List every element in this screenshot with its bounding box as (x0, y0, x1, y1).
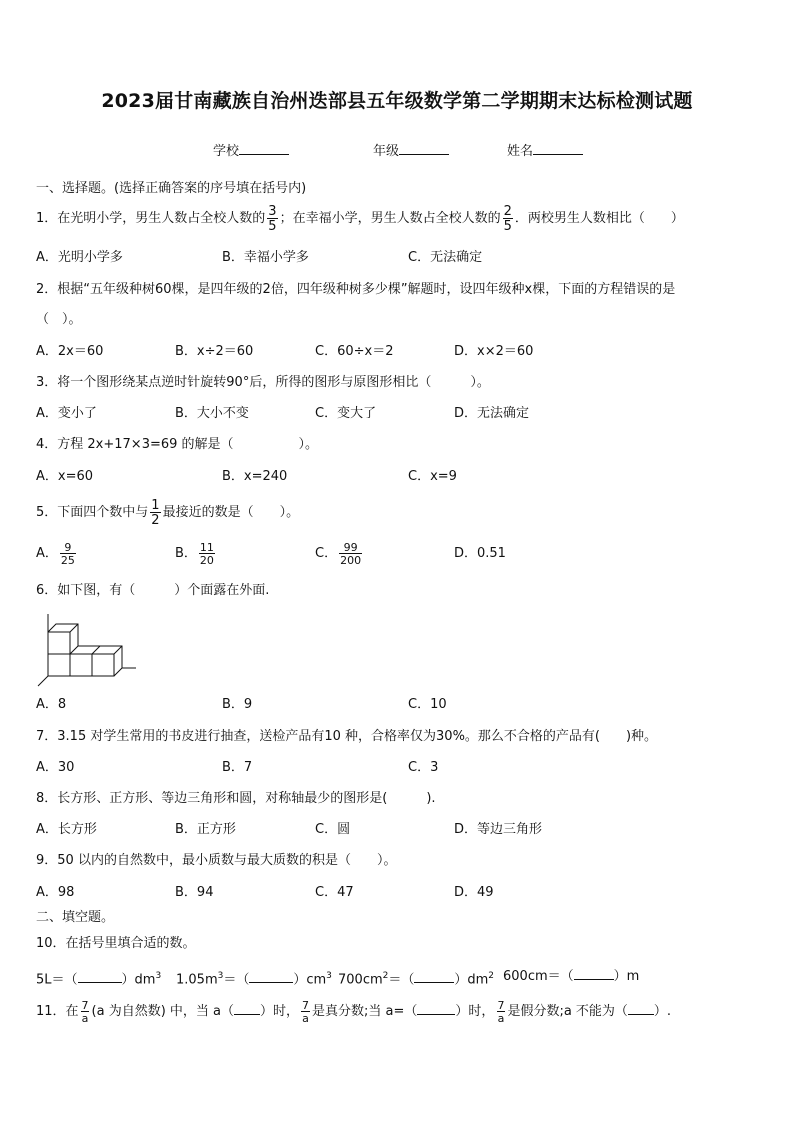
q3-option-c: C．变大了 (315, 406, 377, 421)
q5-c-label: C． (315, 546, 338, 561)
q1-fraction-2 (503, 205, 513, 233)
q10-3-sup: 2 (488, 971, 495, 981)
cube-bottom-top-edge (78, 646, 122, 676)
question-1 (36, 204, 684, 234)
question-6: 6．如下图，有（ ）个面露在外面. (36, 583, 270, 598)
question-10: 10．在括号里填合适的数。 (36, 936, 196, 951)
q5-b-fraction (199, 542, 215, 566)
q10-1-blank (78, 970, 122, 983)
q1-option-c: C．无法确定 (408, 250, 483, 265)
q10-item-4 (503, 967, 639, 986)
q2-option-d: D．x×2＝60 (454, 344, 534, 359)
q9-option-a: A．98 (36, 885, 75, 900)
q6-option-a: A．8 (36, 697, 67, 712)
q1-f1-numerator: 3 (268, 203, 277, 219)
q11-fraction-3 (496, 1000, 505, 1024)
q1-text-a: 1．在光明小学，男生人数占全校人数的 (36, 211, 266, 226)
q1-f2-numerator: 2 (503, 203, 512, 219)
q10-3-mid: ＝（ (388, 972, 415, 988)
q5-b-num: 11 (199, 540, 214, 554)
q5-denominator: 2 (151, 512, 160, 528)
question-9: 9．50 以内的自然数中，最小质数与最大质数的积是（ ）。 (36, 853, 397, 868)
q11-text-a: 11．在 (36, 1004, 79, 1019)
q11-blank-2 (417, 1002, 455, 1015)
q10-2-mid: ＝（ (223, 972, 250, 988)
q5-c-den: 200 (340, 553, 362, 567)
q10-3-pre: 700cm (338, 972, 383, 988)
q11-f1-den: a (81, 1011, 89, 1025)
q11-text-e: ）时， (455, 1004, 495, 1019)
q10-2-sup0: 3 (217, 971, 224, 981)
q5-a-den: 25 (60, 553, 75, 567)
q10-3-blank (414, 970, 454, 983)
q7-option-a: A．30 (36, 760, 75, 775)
q1-f1-denominator: 5 (268, 218, 277, 234)
question-7: 7．3.15 对学生常用的书皮进行抽查，送检产品有10 种，合格率仅为30%。那么不合格的产品有( )种。 (36, 729, 658, 744)
q11-f3-den: a (497, 1011, 505, 1025)
section-2-heading: 二、填空题。 (36, 910, 115, 925)
q11-text-b: (a 为自然数) 中，当 a（ (91, 1004, 235, 1019)
q10-1-post: ）dm (121, 972, 156, 988)
name-field (507, 140, 583, 159)
q6-option-c: C．10 (408, 697, 447, 712)
floor-corner (38, 676, 48, 686)
q10-3-post: ）dm (454, 972, 489, 988)
q10-item-3 (338, 967, 494, 989)
q1-f2-denominator: 5 (503, 218, 512, 234)
q5-a-fraction (60, 542, 76, 566)
q4-option-c: C．x=9 (408, 469, 457, 484)
q9-option-b: B．94 (175, 885, 214, 900)
q4-option-a: A．x=60 (36, 469, 94, 484)
q11-text-f: 是假分数;a 不能为（ (507, 1004, 628, 1019)
q1-text-b: ；在幸福小学，男生人数占全校人数的 (279, 211, 501, 226)
cube-figure (32, 612, 142, 688)
q5-c-fraction (339, 542, 362, 566)
q2-option-c: C．60÷x＝2 (315, 344, 394, 359)
question-2-line-2: （ ）。 (36, 312, 82, 327)
question-11 (36, 997, 671, 1027)
q5-numerator: 1 (151, 497, 160, 513)
q10-2-blank (249, 970, 293, 983)
grade-field (373, 140, 449, 159)
q3-option-d: D．无法确定 (454, 406, 530, 421)
q3-option-a: A．变小了 (36, 406, 97, 421)
q11-text-g: ）. (653, 1004, 672, 1019)
q10-item-1 (36, 967, 161, 989)
q8-option-c: C．圆 (315, 822, 351, 837)
q7-option-b: B．7 (222, 760, 253, 775)
cube-bottom-3 (92, 654, 114, 676)
q5-fraction (150, 499, 160, 527)
q1-fraction-1 (267, 205, 277, 233)
cube-bottom-1 (48, 654, 70, 676)
question-2-line-1: 2．根据“五年级种树60棵，是四年级的2倍，四年级种树多少棵”解题时，设四年级种x棵，下面的方程错误的是 (36, 282, 676, 297)
q10-1-sup: 3 (155, 971, 162, 981)
q5-a-num: 9 (64, 540, 72, 554)
q2-option-a: A．2x＝60 (36, 344, 104, 359)
question-4: 4．方程 2x+17×3=69 的解是（ ）。 (36, 437, 319, 452)
q11-f2-den: a (302, 1011, 309, 1025)
q5-option-d: D．0.51 (454, 546, 506, 561)
q11-fraction-2 (301, 1000, 310, 1024)
q5-option-a (36, 537, 78, 571)
q10-4-pre: 600cm＝（ (503, 969, 574, 984)
page-title: 2023届甘南藏族自治州迭部县五年级数学第二学期期末达标检测试题 (101, 90, 693, 112)
q5-text-b: 最接近的数是（ ）。 (162, 505, 300, 520)
q10-1-pre: 5L＝（ (36, 972, 78, 988)
q5-c-num: 99 (343, 540, 358, 554)
q4-option-b: B．x=240 (222, 469, 288, 484)
q10-2-pre: 1.05m (176, 972, 218, 988)
q10-4-blank (574, 967, 614, 980)
q8-option-d: D．等边三角形 (454, 822, 543, 837)
q9-option-d: D．49 (454, 885, 494, 900)
cube-top-front (48, 632, 70, 654)
q3-option-b: B．大小不变 (175, 406, 249, 421)
q11-f3-num: 7 (497, 998, 505, 1012)
q11-f1-num: 7 (81, 998, 89, 1012)
q10-item-2 (176, 967, 332, 989)
q5-text-a: 5．下面四个数中与 (36, 505, 149, 520)
q8-option-b: B．正方形 (175, 822, 236, 837)
q1-option-a: A．光明小学多 (36, 250, 123, 265)
name-blank (533, 142, 583, 155)
q11-text-c: ）时， (260, 1004, 300, 1019)
school-field (213, 140, 289, 159)
name-label: 姓名 (507, 144, 534, 159)
grade-blank (399, 142, 449, 155)
question-5 (36, 498, 299, 528)
q11-blank-1 (234, 1002, 260, 1015)
q11-blank-3 (628, 1002, 654, 1015)
q5-option-c (315, 537, 364, 571)
question-8: 8．长方形、正方形、等边三角形和圆，对称轴最少的图形是( ). (36, 791, 436, 806)
q6-option-b: B．9 (222, 697, 253, 712)
q1-text-c: ．两校男生人数相比（ ） (514, 211, 684, 226)
q10-3-sup0: 2 (382, 971, 389, 981)
grade-label: 年级 (373, 144, 400, 159)
q5-b-den: 20 (199, 553, 214, 567)
q5-b-label: B． (175, 546, 197, 561)
q10-2-post: ）cm (293, 972, 327, 988)
q9-option-c: C．47 (315, 885, 354, 900)
q5-option-b (175, 537, 217, 571)
q10-4-post: ）m (613, 969, 640, 984)
school-blank (239, 142, 289, 155)
school-label: 学校 (213, 144, 240, 159)
cube-bottom-2 (70, 654, 92, 676)
question-3: 3．将一个图形绕某点逆时针旋转90°后，所得的图形与原图形相比（ ）。 (36, 375, 490, 390)
q7-option-c: C．3 (408, 760, 439, 775)
q11-f2-num: 7 (302, 998, 310, 1012)
q11-fraction-1 (81, 1000, 90, 1024)
q8-option-a: A．长方形 (36, 822, 97, 837)
q11-text-d: 是真分数;当 a=（ (312, 1004, 418, 1019)
section-1-heading: 一、选择题。(选择正确答案的序号填在括号内) (36, 181, 307, 196)
q5-a-label: A． (36, 546, 58, 561)
q1-option-b: B．幸福小学多 (222, 250, 309, 265)
q10-2-sup: 3 (326, 971, 332, 981)
q2-option-b: B．x÷2＝60 (175, 344, 254, 359)
